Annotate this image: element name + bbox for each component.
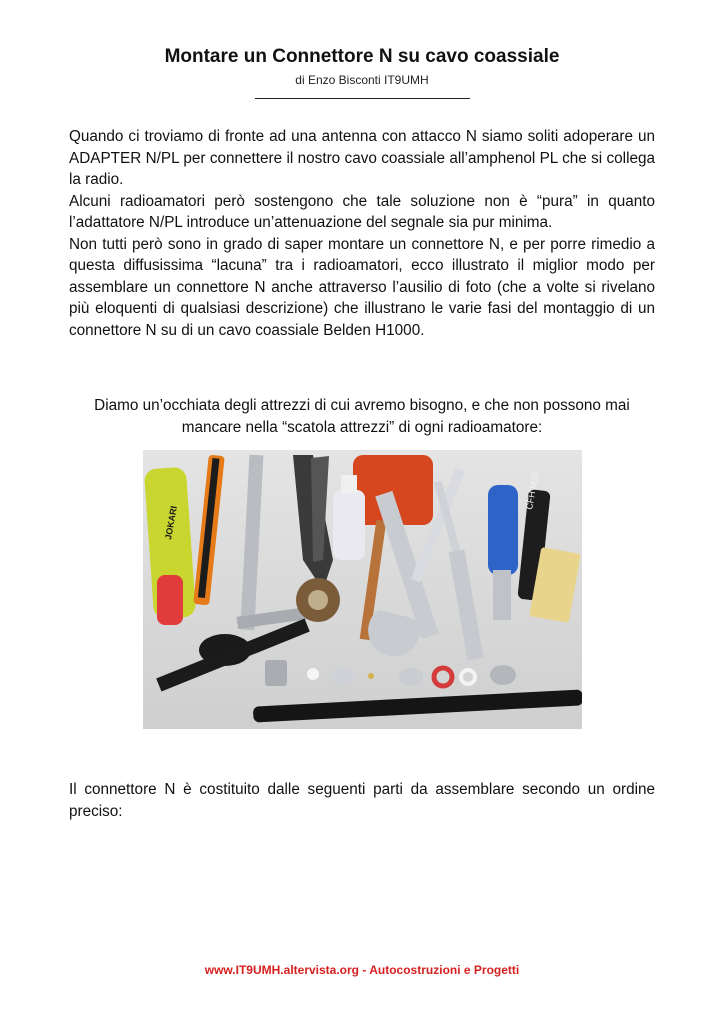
footer-site-link[interactable]: www.IT9UMH.altervista.org [204, 963, 360, 977]
tools-illustration [143, 450, 582, 729]
footer-tagline: - Autocostruzioni e Progetti [359, 963, 520, 977]
intro-paragraph-1: Quando ci troviamo di fronte ad una antenna con attacco N siamo soliti adoperare un ADAPTER N/PL per connettere il nostro cavo coassiale all’amphenol PL che si collega la radio. [69, 128, 655, 188]
title-divider [255, 98, 470, 99]
tools-caption: Diamo un’occhiata degli attrezzi di cui avremo bisogno, e che non possono mai mancare nella “scatola attrezzi” di ogni radioamatore: [94, 397, 630, 436]
connector-parts-text: Il connettore N è costituito dalle seguenti parti da assemblare secondo un ordine preciso: [69, 781, 655, 820]
tool-brand-label: CFH M20 [524, 470, 541, 511]
page-title: Montare un Connettore N su cavo coassiale [164, 46, 560, 67]
footer [0, 963, 724, 977]
stripper-label: JOKARI [163, 505, 179, 541]
intro-paragraph-3: Non tutti però sono in grado di saper montare un connettore N, e per porre rimedio a questa diffusissima “lacuna” tra i radioamatori, ecco illustrato il miglior modo per assemblare un connettore N anche attraverso l’ausilio di foto (che a volte si rivelano più eloquenti di qualsiasi descrizione) che illustrano le varie fasi del montaggio di un connettore N su di un cavo coassiale Belden H1000. [69, 235, 655, 339]
intro-paragraph-2: Alcuni radioamatori però sostengono che tale soluzione non è “pura” in quanto l’adattatore N/PL introduce un’attenuazione del segnale sia pur minima. [69, 192, 655, 231]
tools-photo [143, 450, 582, 729]
author-line: di Enzo Bisconti IT9UMH [295, 73, 429, 87]
intro-text [69, 126, 655, 341]
